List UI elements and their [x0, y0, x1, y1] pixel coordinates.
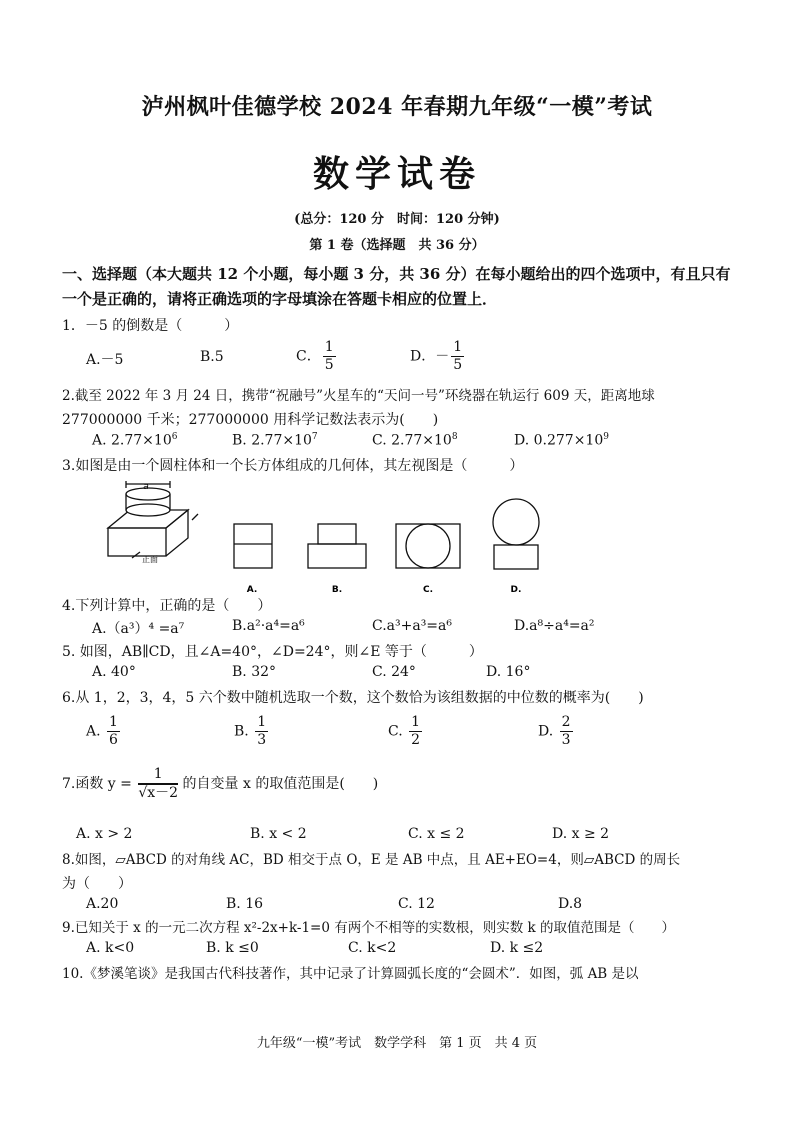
question-8-stem-line2: 为（ ） — [62, 876, 132, 892]
q1-option-c-fraction — [323, 339, 336, 374]
q2-option-b — [232, 432, 318, 449]
question-10-stem: 10.《梦溪笔谈》是我国古代科技著作，其中记录了计算圆弧长度的“会圆术”．如图，弧 AB 是以 — [62, 966, 639, 982]
dimension-label-a: a — [143, 482, 149, 492]
q7-function-fraction — [138, 766, 178, 802]
solid-and-views-diagram — [96, 480, 556, 600]
q6-option-b-prefix: B. — [234, 723, 249, 740]
question-1-stem: 1．－5 的倒数是（ ） — [62, 318, 239, 334]
q5-option-d: D. 16° — [486, 664, 531, 680]
q4-option-a: A.（a³）⁴ =a⁷ — [92, 621, 185, 637]
q4-option-b: B.a²·a⁴=a⁶ — [232, 618, 305, 634]
composite-solid-figure — [108, 481, 198, 558]
fraction-numerator: 1 — [109, 714, 118, 730]
q5-option-a: A. 40° — [92, 664, 136, 680]
fraction-denominator: 5 — [324, 357, 334, 373]
q8-option-b: B. 16 — [226, 896, 264, 912]
fraction-denominator: 6 — [109, 732, 118, 748]
question-5-stem: 5. 如图，AB∥CD，且∠A=40°，∠D=24°，则∠E 等于（ ） — [62, 644, 483, 660]
q8-option-c: C. 12 — [398, 896, 435, 912]
q2-option-b-base: B. 2.77×10 — [232, 432, 312, 449]
q7-prefix: 7.函数 y = — [62, 776, 132, 792]
q6-option-a — [86, 714, 120, 749]
school-title: 泸州枫叶佳德学校 2024 年春期九年级“一模”考试 — [141, 94, 653, 120]
q6-option-d — [538, 714, 573, 749]
fraction-denominator: 3 — [561, 732, 571, 748]
q7-suffix: 的自变量 x 的取值范围是( ) — [182, 776, 379, 792]
question-3-figures — [96, 480, 556, 600]
view-option-b — [308, 524, 366, 568]
question-2-stem-line1: 2.截至 2022 年 3 月 24 日，携带“祝融号”火星车的“天问一号”环绕器在轨运行 609 天，距离地球 — [62, 388, 655, 404]
q1-option-d-prefix: D．－ — [410, 348, 450, 365]
exam-meta: (总分：120 分 时间：120 分钟) — [294, 212, 500, 227]
q9-option-a: A. k<0 — [86, 940, 135, 956]
view-label-a: A. — [246, 585, 258, 595]
q2-option-a — [92, 432, 177, 449]
q7-option-a: A. x > 2 — [76, 826, 133, 842]
fraction-numerator: 1 — [411, 714, 421, 730]
paper-title: 数学试卷 — [312, 153, 481, 195]
q6-option-b-fraction — [255, 714, 268, 749]
q1-option-a: A.－5 — [86, 352, 124, 368]
view-option-a — [234, 524, 272, 568]
question-2-stem-line2: 277000000 千米；277000000 用科学记数法表示为( ) — [62, 412, 439, 428]
q1-option-d-fraction — [451, 339, 464, 374]
fraction-numerator: 2 — [561, 714, 571, 730]
q6-option-b — [234, 714, 268, 749]
q2-option-d-exponent: 9 — [603, 432, 609, 442]
page-footer: 九年级“一模”考试 数学学科 第 1 页 共 4 页 — [256, 1036, 538, 1051]
fraction-numerator: 1 — [138, 766, 178, 784]
view-option-c — [396, 524, 460, 568]
q2-option-d-base: D. 0.277×10 — [514, 432, 604, 449]
q1-option-d — [410, 339, 464, 374]
q1-option-c-prefix: C． — [296, 348, 321, 365]
q9-option-b: B. k ≤0 — [206, 940, 259, 956]
q1-option-c — [296, 339, 336, 374]
fraction-denominator: √x－2 — [138, 785, 179, 801]
q4-option-c: C.a³+a³=a⁶ — [372, 618, 453, 634]
view-label-b: B. — [331, 585, 343, 595]
q5-option-c: C. 24° — [372, 664, 416, 680]
question-6-options — [86, 714, 746, 754]
q7-option-c: C. x ≤ 2 — [408, 826, 465, 842]
view-option-d — [493, 499, 539, 569]
question-4-stem: 4.下列计算中，正确的是（ ） — [62, 598, 272, 614]
q9-option-c: C. k<2 — [348, 940, 397, 956]
question-8-stem-line1: 8.如图，▱ABCD 的对角线 AC，BD 相交于点 O，E 是 AB 中点，且 AE+EO=4，则▱ABCD 的周长 — [62, 852, 681, 868]
fraction-denominator: 3 — [257, 732, 267, 748]
q5-option-b: B. 32° — [232, 664, 277, 680]
q8-option-d: D.8 — [558, 896, 583, 912]
volume-heading: 第 1 卷（选择题 共 36 分） — [309, 238, 485, 253]
fraction-denominator: 5 — [453, 357, 463, 373]
q2-option-b-exponent: 7 — [311, 432, 318, 442]
section-instruction: 一、选择题（本大题共 12 个小题，每小题 3 分，共 36 分）在每小题给出的四个选项中，有且只有一个是正确的，请将正确选项的字母填涂在答题卡相应的位置上． — [62, 265, 731, 308]
front-label: 正面 — [142, 555, 158, 564]
fraction-numerator: 1 — [324, 339, 334, 355]
q9-option-d: D. k ≤2 — [490, 940, 544, 956]
q6-option-a-fraction — [107, 714, 120, 749]
q4-option-d: D.a⁸÷a⁴=a² — [514, 618, 595, 634]
view-label-c: C. — [422, 585, 434, 595]
q1-option-b: B.5 — [200, 349, 224, 365]
question-3-stem: 3.如图是由一个圆柱体和一个长方体组成的几何体，其左视图是（ ） — [62, 458, 524, 474]
q2-option-d — [514, 432, 609, 449]
fraction-numerator: 1 — [453, 339, 463, 355]
fraction-denominator: 2 — [411, 732, 421, 748]
q2-option-c-base: C. 2.77×10 — [372, 432, 452, 449]
q6-option-a-prefix: A. — [86, 723, 101, 740]
view-label-d: D. — [510, 585, 522, 595]
q7-option-b: B. x < 2 — [250, 826, 307, 842]
fraction-numerator: 1 — [257, 714, 267, 730]
q2-option-a-base: A. 2.77×10 — [92, 432, 172, 449]
q2-option-c-exponent: 8 — [451, 432, 458, 442]
question-6-stem: 6.从 1，2，3，4，5 六个数中随机选取一个数，这个数恰为该组数据的中位数的概率为( ) — [62, 690, 644, 706]
q6-option-d-fraction — [560, 714, 573, 749]
q2-option-c — [372, 432, 458, 449]
q6-option-d-prefix: D. — [538, 723, 554, 740]
question-9-stem: 9.已知关于 x 的一元二次方程 x²-2x+k-1=0 有两个不相等的实数根，则实数 k 的取值范围是（ ） — [62, 920, 676, 936]
q6-option-c-prefix: C. — [388, 723, 403, 740]
q7-option-d: D. x ≥ 2 — [552, 826, 610, 842]
q8-option-a: A.20 — [86, 896, 119, 912]
question-1-options — [86, 339, 746, 373]
q6-option-c — [388, 714, 422, 749]
question-7-stem — [62, 766, 742, 810]
q2-option-a-exponent: 6 — [171, 432, 178, 442]
q6-option-c-fraction — [409, 714, 422, 749]
